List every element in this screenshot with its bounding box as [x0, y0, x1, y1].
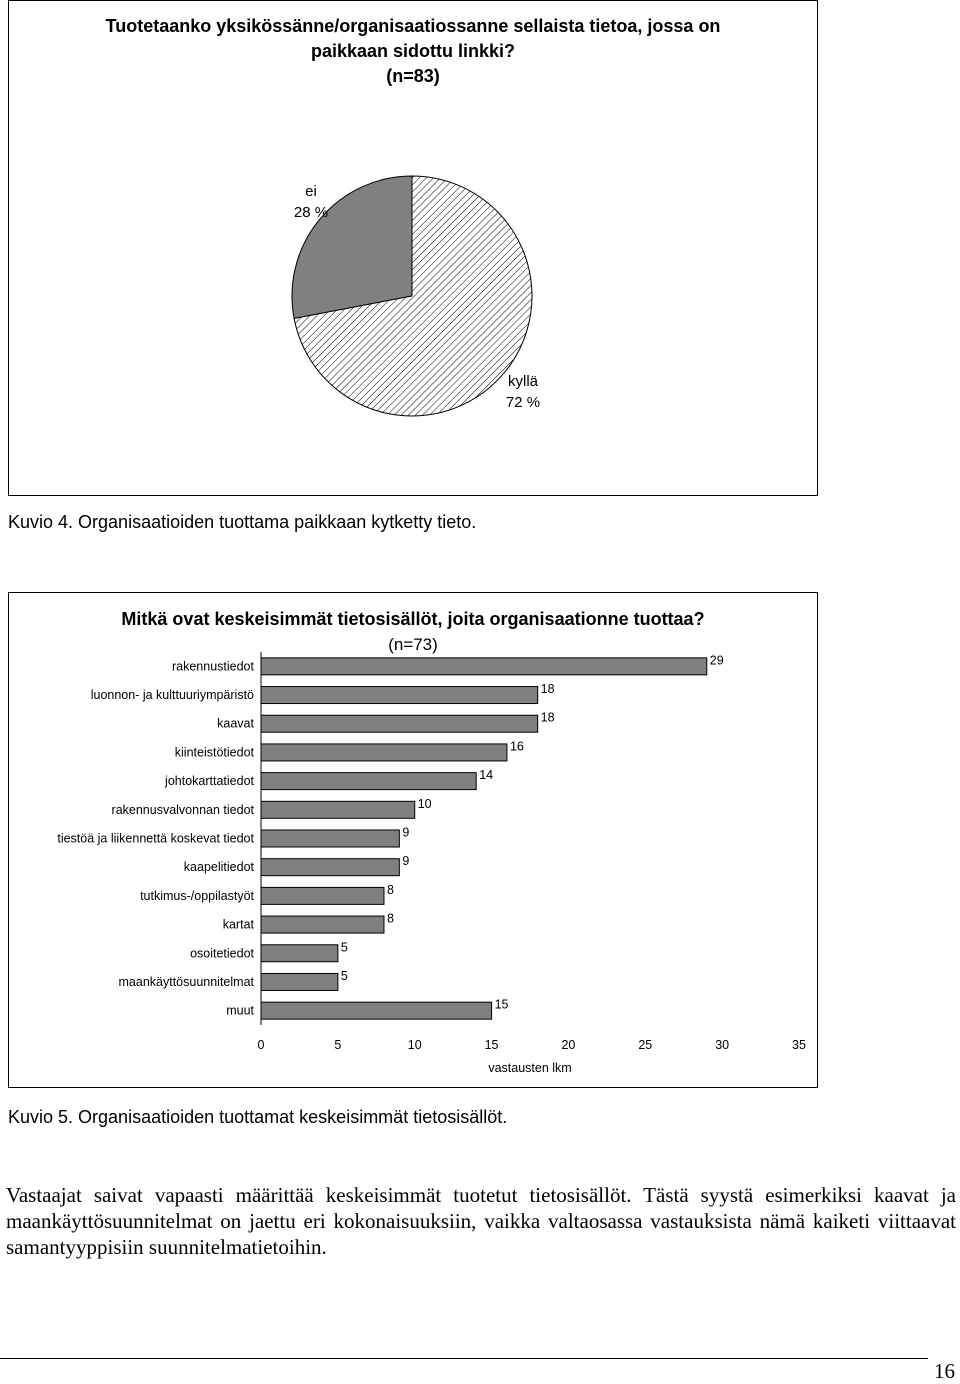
data-label: 18: [540, 710, 555, 725]
pie-label-kylla-value: 72 %: [505, 394, 541, 411]
bar-4: [261, 773, 476, 790]
bar-title-line-2: (n=73): [388, 635, 438, 654]
category-label: kaavat: [217, 716, 254, 731]
pie-title-line-3: (n=83): [386, 66, 440, 86]
figure4-caption: Kuvio 4. Organisaatioiden tuottama paikkaan kytketty tieto.: [8, 512, 477, 532]
bar-3: [261, 744, 507, 761]
category-label: tutkimus-/oppilastyöt: [140, 888, 254, 903]
bar-6: [261, 830, 399, 847]
page-number: 16: [934, 1359, 955, 1383]
pie-chart: [9, 1, 817, 495]
data-label: 18: [540, 682, 555, 697]
category-label: kiinteistötiedot: [174, 745, 254, 760]
x-tick-label: 0: [257, 1038, 265, 1052]
category-label: rakennusvalvonnan tiedot: [111, 802, 254, 817]
footer-divider: [0, 1358, 928, 1359]
x-tick-label: 25: [638, 1038, 653, 1052]
data-label: 16: [509, 739, 524, 754]
x-tick-label: 5: [334, 1038, 342, 1052]
bar-7: [261, 859, 399, 876]
data-label: 8: [386, 911, 394, 926]
category-label: kartat: [222, 917, 254, 932]
bar-5: [261, 801, 415, 818]
data-label: 9: [402, 854, 410, 869]
body-paragraph: Vastaajat saivat vapaasti määrittää keskeisimmät tuotetut tietosisällöt. Tästä syystä esimerkiksi kaavat ja maankäyttösuunnitelmat on jaettu eri kokonaisuuksiin, vaikka valtaosassa vastauksista nämä kaiketi viittaavat samantyyppisiin suunnitelmatietoihin.: [6, 1183, 956, 1259]
pie-chart-frame: [8, 0, 818, 496]
pie-label-kylla: [483, 371, 563, 413]
bar-title-line-1: Mitkä ovat keskeisimmät tietosisällöt, joita organisaationne tuottaa?: [121, 609, 705, 629]
data-label: 10: [417, 796, 432, 811]
data-label: 5: [340, 940, 348, 955]
bar-8: [261, 887, 384, 904]
category-label: kaapelitiedot: [183, 860, 254, 875]
bar-9: [261, 916, 384, 933]
bar-chart: [9, 593, 817, 1087]
pie-title-line-2: paikkaan sidottu linkki?: [310, 41, 516, 61]
x-tick-label: 30: [715, 1038, 730, 1052]
data-label: 5: [340, 968, 348, 983]
category-label: rakennustiedot: [171, 659, 254, 674]
category-label: tiestöä ja liikennettä koskevat tiedot: [57, 831, 254, 846]
data-label: 14: [479, 768, 494, 783]
data-label: 15: [494, 997, 509, 1012]
pie-label-ei-value: 28 %: [293, 204, 329, 221]
bar-12: [261, 1002, 492, 1019]
bar-2: [261, 715, 538, 732]
pie-label-kylla-name: kyllä: [507, 373, 538, 390]
pie-title-line-1: Tuotetaanko yksikössänne/organisaatiossanne sellaista tietoa, jossa on: [105, 16, 721, 36]
figure5-caption: Kuvio 5. Organisaatioiden tuottamat keskeisimmät tietosisällöt.: [8, 1107, 508, 1127]
bar-11: [261, 973, 338, 990]
data-label: 9: [402, 825, 410, 840]
bar-0: [261, 658, 707, 675]
x-tick-label: 15: [484, 1038, 499, 1052]
category-label: muut: [226, 1003, 254, 1018]
x-tick-label: 20: [561, 1038, 576, 1052]
x-tick-label: 35: [792, 1038, 806, 1052]
category-label: johtokarttatiedot: [165, 774, 254, 789]
pie-label-ei: [271, 181, 351, 223]
category-label: maankäyttösuunnitelmat: [118, 974, 254, 989]
category-label: osoitetiedot: [190, 946, 254, 961]
bar-chart-frame: [8, 592, 818, 1088]
bar-1: [261, 687, 538, 704]
category-label: luonnon- ja kulttuuriympäristö: [90, 688, 254, 703]
data-label: 8: [386, 882, 394, 897]
x-axis-label: vastausten lkm: [488, 1061, 572, 1075]
pie-label-ei-name: ei: [305, 183, 317, 200]
data-label: 29: [709, 653, 724, 668]
bar-10: [261, 945, 338, 962]
x-tick-label: 10: [407, 1038, 422, 1052]
